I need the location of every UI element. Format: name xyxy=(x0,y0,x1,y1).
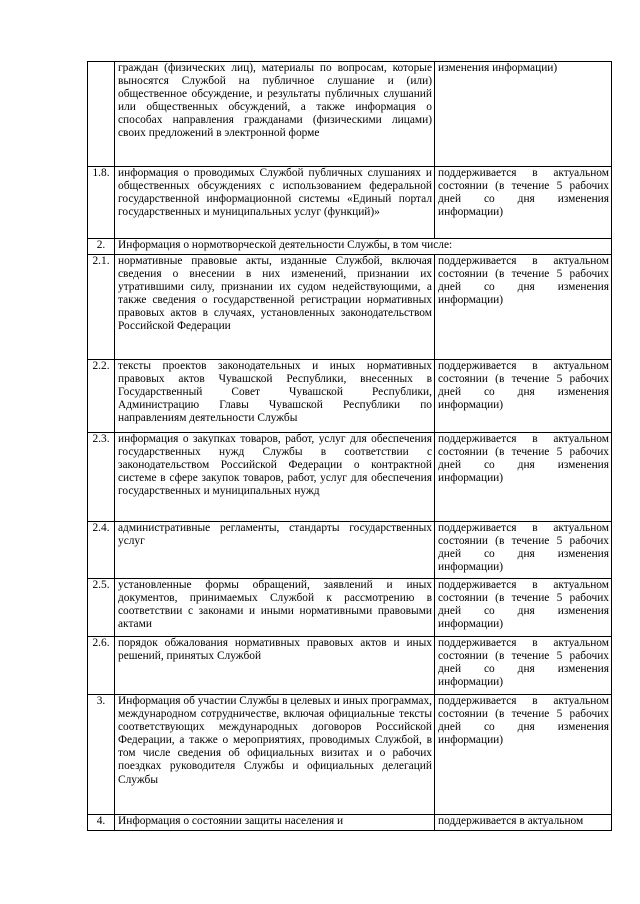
row-update-term: поддерживается в актуальном состоянии (в течение 5 рабочих дней со дня изменения информации) xyxy=(435,637,612,695)
row-number: 3. xyxy=(88,695,115,815)
table-row xyxy=(88,695,612,815)
row-number: 1.8. xyxy=(88,167,115,239)
table-row xyxy=(88,167,612,239)
table-row xyxy=(88,255,612,360)
row-description: Информация о состоянии защиты населения и xyxy=(115,815,435,831)
table-row xyxy=(88,579,612,637)
row-number: 2.1. xyxy=(88,255,115,360)
row-update-term: поддерживается в актуальном состоянии (в течение 5 рабочих дней со дня изменения информации) xyxy=(435,360,612,433)
table-row xyxy=(88,360,612,433)
row-description: порядок обжалования нормативных правовых актов и иных решений, принятых Службой xyxy=(115,637,435,695)
row-update-term: поддерживается в актуальном состоянии (в течение 5 рабочих дней со дня изменения информации) xyxy=(435,167,612,239)
row-update-term: поддерживается в актуальном состоянии (в течение 5 рабочих дней со дня изменения информации) xyxy=(435,522,612,579)
table-row xyxy=(88,815,612,831)
row-update-term: изменения информации) xyxy=(435,62,612,167)
row-description: административные регламенты, стандарты государственных услуг xyxy=(115,522,435,579)
row-description: информация о закупках товаров, работ, услуг для обеспечения государственных нужд Службы в соответствии с законодательством Российской Федерации о контрактной системе в сфере закупок товаров, работ, услуг для обеспечения государственных и муниципальных нужд xyxy=(115,433,435,522)
row-number: 2.2. xyxy=(88,360,115,433)
row-number: 2.4. xyxy=(88,522,115,579)
row-number: 2.5. xyxy=(88,579,115,637)
section-number: 2. xyxy=(88,239,115,255)
row-update-term: поддерживается в актуальном xyxy=(435,815,612,831)
table-row xyxy=(88,637,612,695)
row-description: нормативные правовые акты, изданные Службой, включая сведения о внесении в них изменений, признании их утратившими силу, признании их судом недействующими, а также сведения о государственной регистрации нормативных правовых актов в случаях, установленных законодательством Российской Федерации xyxy=(115,255,435,360)
row-update-term: поддерживается в актуальном состоянии (в течение 5 рабочих дней со дня изменения информации) xyxy=(435,579,612,637)
section-heading: Информация о нормотворческой деятельности Службы, в том числе: xyxy=(115,239,612,255)
row-description: информация о проводимых Службой публичных слушаниях и общественных обсуждениях с использованием федеральной государственной информационной системы «Единый портал государственных и муниципальных услуг (функций)» xyxy=(115,167,435,239)
table-row xyxy=(88,522,612,579)
row-update-term: поддерживается в актуальном состоянии (в течение 5 рабочих дней со дня изменения информации) xyxy=(435,433,612,522)
table-row xyxy=(88,433,612,522)
row-update-term: поддерживается в актуальном состоянии (в течение 5 рабочих дней со дня изменения информации) xyxy=(435,255,612,360)
row-number: 4. xyxy=(88,815,115,831)
section-row xyxy=(88,239,612,255)
row-description: тексты проектов законодательных и иных нормативных правовых актов Чувашской Республики, внесенных в Государственный Совет Чувашской Республики, Администрацию Главы Чувашской Республики по направлениям деятельности Службы xyxy=(115,360,435,433)
row-number: 2.6. xyxy=(88,637,115,695)
table-row xyxy=(88,62,612,167)
row-description: установленные формы обращений, заявлений и иных документов, принимаемых Службой к рассмотрению в соответствии с законами и иными нормативными правовыми актами xyxy=(115,579,435,637)
row-description: Информация об участии Службы в целевых и иных программах, международном сотрудничестве, включая официальные тексты соответствующих международных договоров Российской Федерации, а также о мероприятиях, проводимых Службой, в том числе сведения об официальных визитах и о рабочих поездках руководителя Службы и официальных делегаций Службы xyxy=(115,695,435,815)
row-update-term: поддерживается в актуальном состоянии (в течение 5 рабочих дней со дня изменения информации) xyxy=(435,695,612,815)
row-number xyxy=(88,62,115,167)
information-table xyxy=(87,61,612,831)
row-description: граждан (физических лиц), материалы по вопросам, которые выносятся Службой на публичное слушание и (или) общественное обсуждение, и результаты публичных слушаний или общественных обсуждений, а также информация о способах направления гражданами (физическими лицами) своих предложений в электронной форме xyxy=(115,62,435,167)
row-number: 2.3. xyxy=(88,433,115,522)
